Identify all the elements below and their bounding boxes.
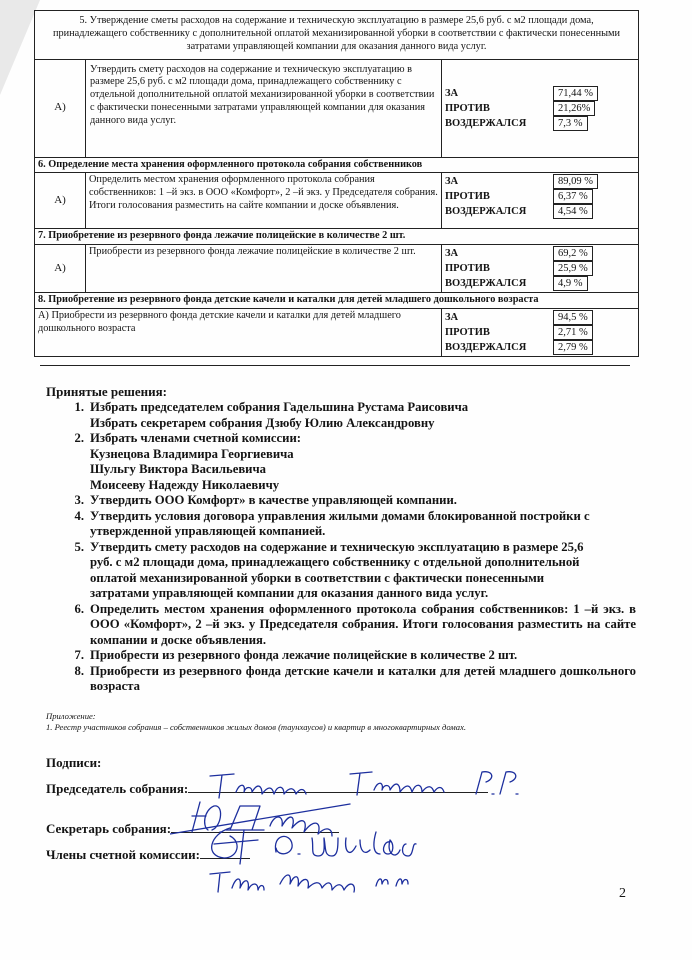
decision-item: 3. Утвердить ООО Комфорт» в качестве управляющей компании. (74, 493, 457, 507)
commission-handwritten-signatures (200, 822, 460, 900)
chairman-signature-line: Председатель собрания: (46, 780, 488, 797)
appendix-note (46, 711, 466, 733)
voting-question: Приобрести из резервного фонда лежачие полицейские в количестве 2 шт. (86, 245, 442, 293)
appendix-title: Приложение: (46, 711, 96, 721)
decision-item: 2. Избрать членами счетной комиссии: Кузнецова Владимира Георгиевича Шульгу Виктора Васильевича Моисееву Надежду Николаевичу (74, 431, 302, 492)
voting-item-label: А) (35, 173, 86, 229)
decision-item: 1. Избрать председателем собрания Гадельшина Рустама Раисовича Избрать секретарем собрания Дзюбу Юлию Александровну (74, 400, 469, 430)
voting-results: ЗА 89,09 % ПРОТИВ 6,37 % ВОЗДЕРЖАЛСЯ 4,54 % (442, 173, 639, 229)
decision-item: 4. Утвердить условия договора управления жилыми домами блокированной постройки с утвержденной управляющей компанией. (74, 508, 590, 538)
voting-item-label: А) (35, 245, 86, 293)
voting-question: Утвердить смету расходов на содержание и техническую эксплуатацию в размере 25,6 руб. с м2 площади дома, принадлежащего собственнику с отдельной дополнительной оплатой механизированной уборки в соответствии с фактически понесенными затратами управляющей компании для оказания данного вида услуг. (86, 59, 442, 157)
section-divider (40, 365, 630, 366)
decision-item: 7. Приобрести из резервного фонда лежачие полицейские в количестве 2 шт. (74, 648, 518, 662)
voting-question: А) Приобрести из резервного фонда детские качели и каталки для детей младшего дошкольного возраста (35, 309, 442, 357)
voting-item-header: 8. Приобретение из резервного фонда детские качели и каталки для детей младшего дошкольного возраста (35, 293, 639, 309)
voting-item-header: 5. Утверждение сметы расходов на содержание и техническую эксплуатацию в размере 25,6 руб. с м2 площади дома, принадлежащего собственнику с дополнительной оплатой механизированной уборки в соответствии с фактически понесенными затратами управляющей компании для оказания данного вида услуг. (35, 11, 639, 60)
result-value: 7,3 % (553, 116, 588, 131)
voting-item-header: 6. Определение места хранения оформленного протокола собрания собственников (35, 157, 639, 173)
page-number: 2 (619, 886, 626, 901)
signatures-title: Подписи: (46, 755, 102, 770)
voting-item-header: 7. Приобретение из резервного фонда лежачие полицейские в количестве 2 шт. (35, 229, 639, 245)
secretary-signature-line: Секретарь собрания: (46, 820, 339, 837)
appendix-item: 1. Реестр участников собрания – собственников жилых домов (таунхаусов) и квартир в многоквартирных домах. (46, 722, 467, 732)
result-row-abstain: ВОЗДЕРЖАЛСЯ 7,3 % (445, 116, 635, 131)
voting-results-table (34, 10, 639, 357)
voting-item-label: А) (35, 59, 86, 157)
voting-results: ЗА 94,5 % ПРОТИВ 2,71 % ВОЗДЕРЖАЛСЯ 2,79 % (442, 309, 639, 357)
voting-results: ЗА 69,2 % ПРОТИВ 25,9 % ВОЗДЕРЖАЛСЯ 4,9 % (442, 245, 639, 293)
decision-item: 6. Определить местом хранения оформленного протокола собрания собственников: 1 –й экз. в ООО «Комфорт», 2 –й экз. у Председателя собрания. Итоги голосования разместить на сайте компании и доске объявления. (74, 601, 636, 647)
result-row-against: ПРОТИВ 21,26% (445, 101, 635, 116)
decision-item: 8. Приобрести из резервного фонда детские качели и каталки для детей младшего дошкольного возраста (74, 663, 636, 693)
result-row-for: ЗА 71,44 % (445, 86, 635, 101)
decisions-list (46, 400, 636, 695)
voting-results (442, 59, 639, 157)
voting-question: Определить местом хранения оформленного протокола собрания собственников: 1 –й экз. в ООО «Комфорт», 2 –й экз. у Председателя собрания. Итоги голосования разместить на сайте компании и доске объявления. (86, 173, 442, 229)
result-value: 21,26% (553, 101, 595, 116)
commission-signature-line: Члены счетной комиссии: (46, 846, 250, 863)
result-value: 71,44 % (553, 86, 598, 101)
decision-item: 5. Утвердить смету расходов на содержание и техническую эксплуатацию в размере 25,6 руб. с м2 площади дома, принадлежащего собственнику с отдельной дополнительной оплатой механизированной уборки в соответствии с фактически понесенными затратами управляющей компании для оказания данного вида услуг. (74, 539, 584, 600)
decisions-title: Принятые решения: (46, 384, 167, 399)
